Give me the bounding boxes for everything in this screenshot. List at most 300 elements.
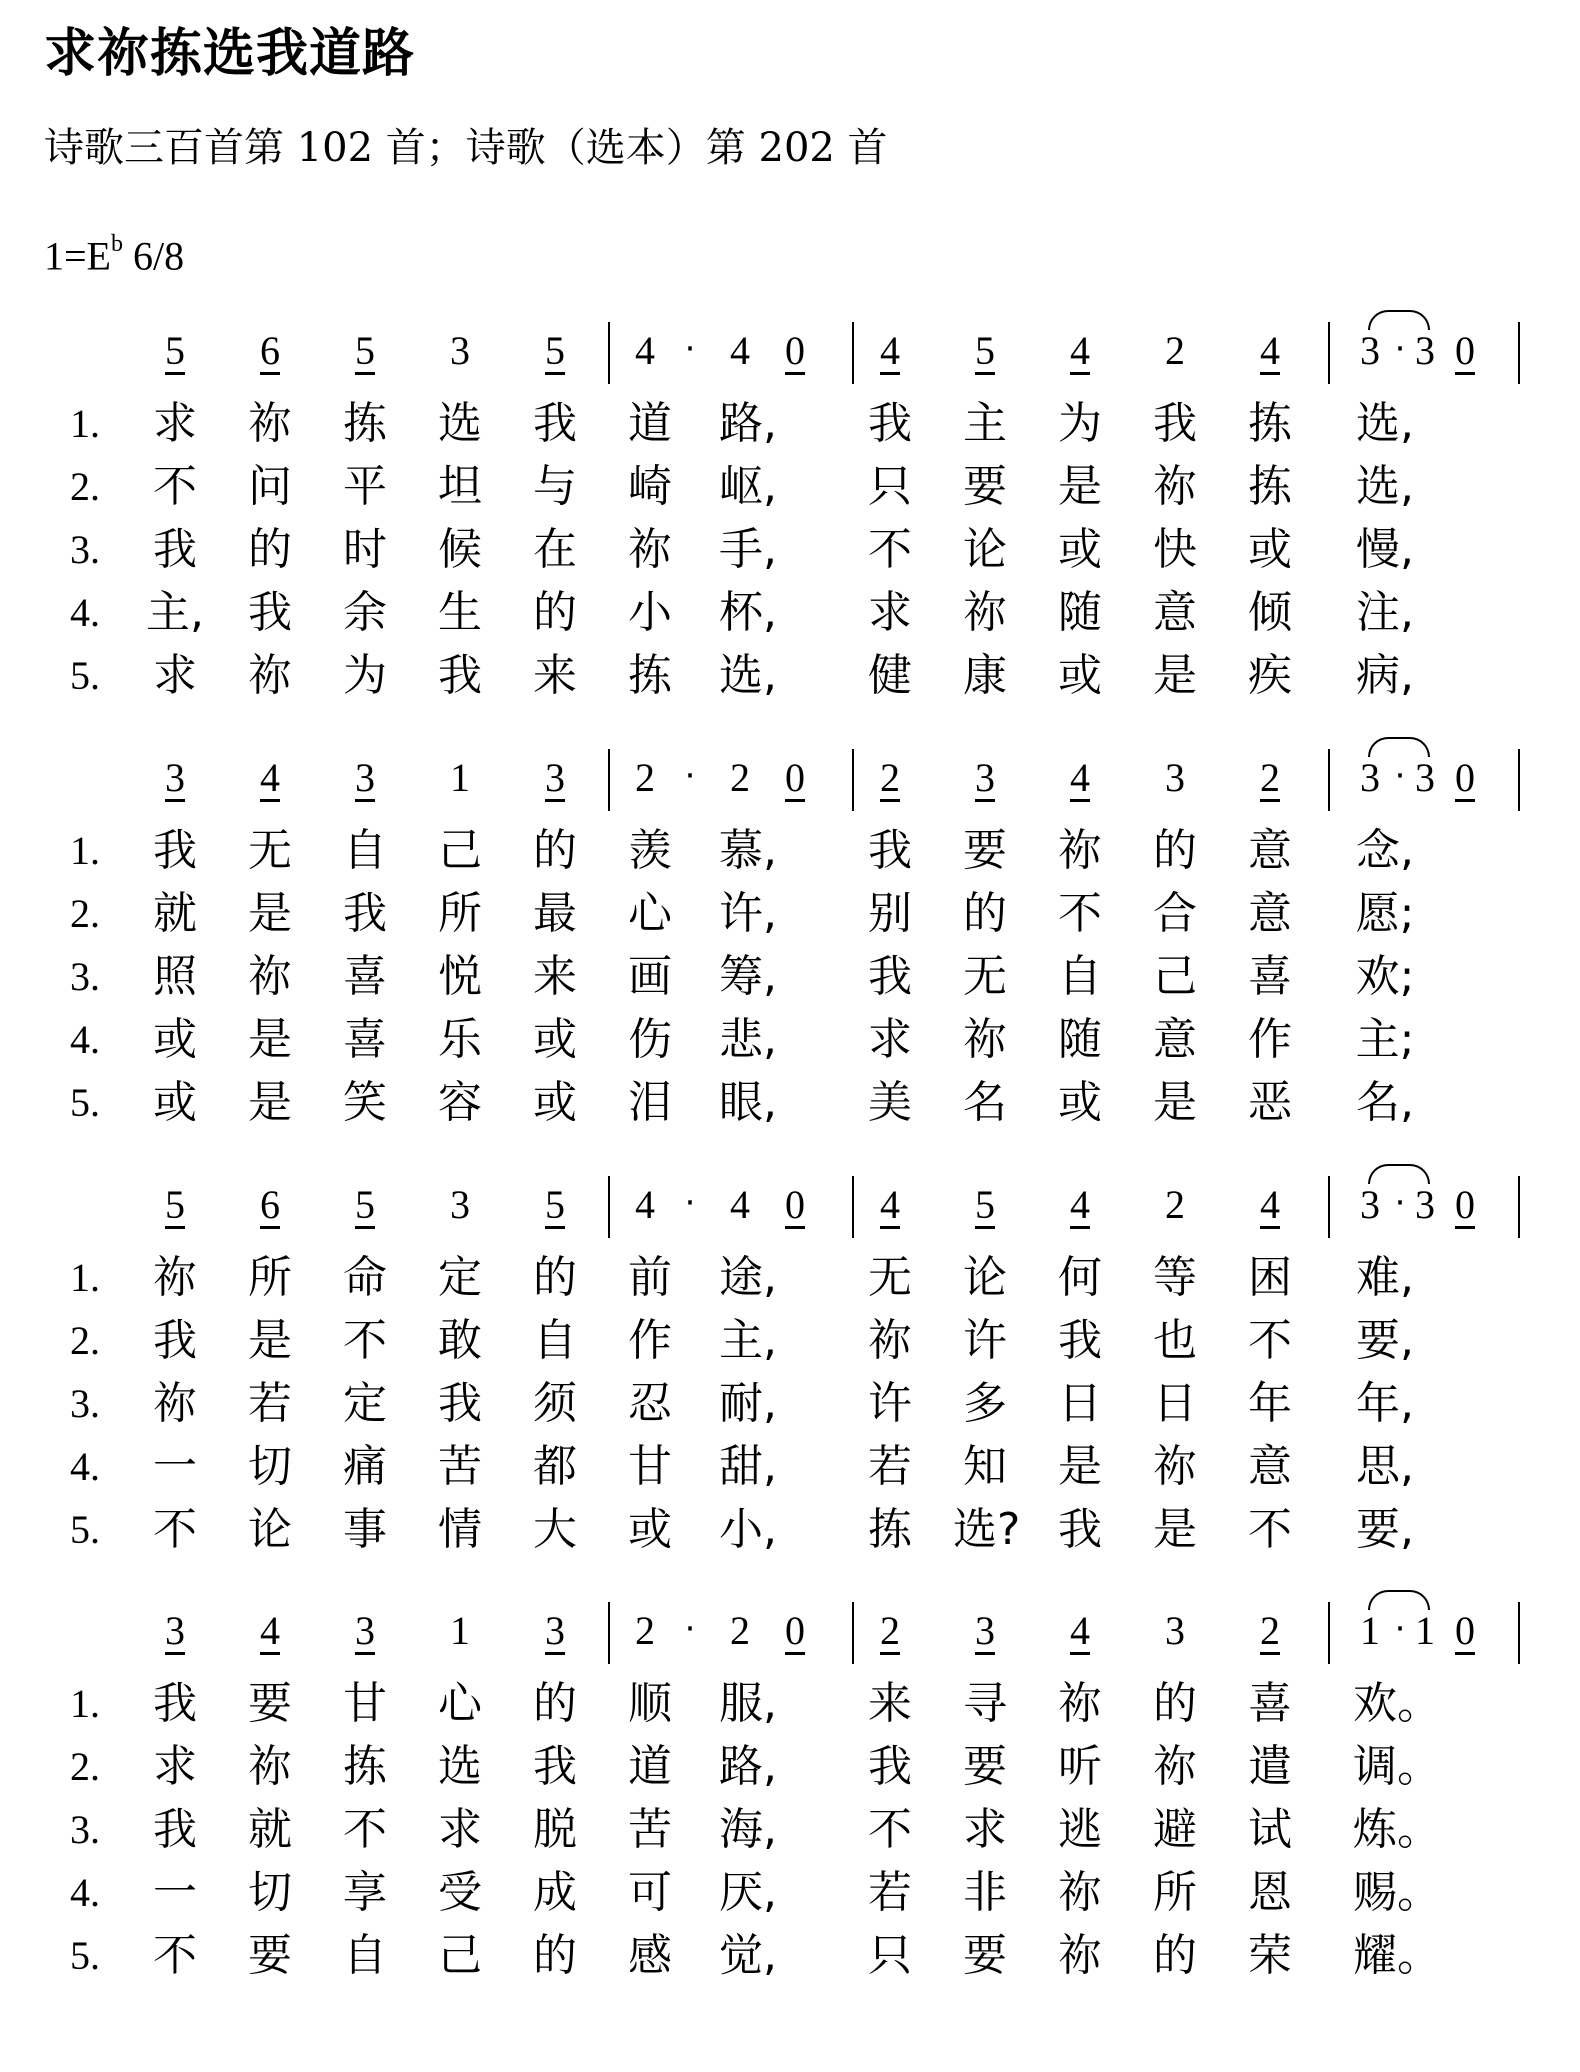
- lyric-char: 意: [1248, 825, 1292, 876]
- lyric-char: 求: [153, 1741, 197, 1792]
- lyric-char: 意: [1153, 587, 1197, 638]
- barline: [852, 1176, 854, 1238]
- lyric-char: 拣: [1248, 461, 1292, 512]
- verse-number: 5.: [70, 1080, 100, 1125]
- lyric-char: 等: [1153, 1252, 1197, 1303]
- lyric-char: 切: [248, 1441, 292, 1492]
- lyric-char: 许: [963, 1315, 1007, 1366]
- lyric-char: 不: [153, 1504, 197, 1555]
- lyric-char: 思,: [1356, 1441, 1414, 1492]
- barline: [1518, 1176, 1520, 1238]
- verse-number: 3.: [70, 954, 100, 999]
- lyric-char: 己: [1153, 951, 1197, 1002]
- verse-number: 3.: [70, 527, 100, 572]
- lyric-char: 感: [628, 1930, 672, 1981]
- lyric-char: 途,: [719, 1252, 777, 1303]
- lyric-char: 别: [868, 888, 912, 939]
- note: 4: [1260, 1182, 1280, 1227]
- barline: [1328, 1602, 1330, 1664]
- lyric-char: 或: [533, 1014, 577, 1065]
- lyric-char: 恶: [1248, 1077, 1292, 1128]
- time-signature: 6/8: [133, 233, 185, 279]
- lyric-char: 道: [628, 1741, 672, 1792]
- lyric-char: 敢: [438, 1315, 482, 1366]
- barline: [1328, 749, 1330, 811]
- lyric-char: 祢: [1058, 1678, 1102, 1729]
- lyric-char: 大: [533, 1504, 577, 1555]
- verse-number: 2.: [70, 1744, 100, 1789]
- lyric-char: 己: [438, 825, 482, 876]
- lyric-char: 不: [343, 1804, 387, 1855]
- lyric-char: 就: [248, 1804, 292, 1855]
- lyric-char: 恩: [1248, 1867, 1292, 1918]
- lyric-char: 或: [1248, 524, 1292, 575]
- lyric-char: 若: [868, 1867, 912, 1918]
- note: 3: [355, 1608, 375, 1653]
- note: 1: [450, 1608, 470, 1653]
- note: 4: [880, 328, 900, 373]
- lyric-char: 定: [343, 1378, 387, 1429]
- note: 3: [1415, 755, 1435, 800]
- lyric-char: 祢: [248, 1741, 292, 1792]
- lyric-char: 祢: [963, 587, 1007, 638]
- lyric-char: 在: [533, 524, 577, 575]
- note: 3: [165, 1608, 185, 1653]
- lyric-char: 随: [1058, 587, 1102, 638]
- lyric-char: 筹,: [719, 951, 777, 1002]
- lyric-char: 年: [1248, 1378, 1292, 1429]
- lyric-char: 康: [963, 650, 1007, 701]
- barline: [608, 749, 610, 811]
- lyric-char: 的: [533, 1930, 577, 1981]
- lyric-char: 为: [343, 650, 387, 701]
- note: 4: [635, 1182, 655, 1227]
- lyric-char: 无: [963, 951, 1007, 1002]
- verse-number: 2.: [70, 891, 100, 936]
- lyric-char: 意: [1153, 1014, 1197, 1065]
- lyric-char: 所: [438, 888, 482, 939]
- lyric-char: 照: [153, 951, 197, 1002]
- key-base: 1=E: [44, 233, 111, 279]
- lyric-char: 心: [628, 888, 672, 939]
- lyric-char: 的: [533, 825, 577, 876]
- system-1: [0, 318, 1580, 748]
- lyric-char: 不: [153, 1930, 197, 1981]
- lyric-char: 受: [438, 1867, 482, 1918]
- lyric-char: 论: [963, 524, 1007, 575]
- lyric-char: 我: [153, 1678, 197, 1729]
- barline: [1328, 1176, 1330, 1238]
- lyric-char: 来: [533, 650, 577, 701]
- barline: [852, 1602, 854, 1664]
- lyric-char: 可: [628, 1867, 672, 1918]
- lyric-char: 我: [533, 398, 577, 449]
- lyric-char: 或: [1058, 1077, 1102, 1128]
- note: 1: [1360, 1608, 1380, 1653]
- lyric-char: 何: [1058, 1252, 1102, 1303]
- note: 3: [545, 755, 565, 800]
- lyric-char: 的: [533, 1252, 577, 1303]
- lyric-char: 喜: [343, 1014, 387, 1065]
- verse-number: 2.: [70, 1318, 100, 1363]
- lyric-char: 选,: [1356, 461, 1414, 512]
- note: 0: [785, 1182, 805, 1227]
- lyric-char: 祢: [868, 1315, 912, 1366]
- lyric-char: 祢: [1058, 825, 1102, 876]
- lyric-char: 喜: [1248, 951, 1292, 1002]
- note: 4: [880, 1182, 900, 1227]
- lyric-char: 要,: [1356, 1504, 1414, 1555]
- system-4: [0, 1598, 1580, 2028]
- lyric-char: 所: [1153, 1867, 1197, 1918]
- lyric-char: 祢: [1058, 1867, 1102, 1918]
- lyric-char: 慢,: [1356, 524, 1414, 575]
- lyric-char: 前: [628, 1252, 672, 1303]
- lyric-char: 的: [1153, 1930, 1197, 1981]
- lyric-char: 甜,: [719, 1441, 777, 1492]
- lyric-char: 病,: [1356, 650, 1414, 701]
- lyric-char: 坦: [438, 461, 482, 512]
- lyric-char: 不: [1248, 1504, 1292, 1555]
- lyric-char: 的: [533, 587, 577, 638]
- lyric-char: 主;: [1355, 1014, 1415, 1065]
- lyric-char: 享: [343, 1867, 387, 1918]
- barline: [1518, 1602, 1520, 1664]
- note: 2: [1165, 328, 1185, 373]
- verse-number: 4.: [70, 1017, 100, 1062]
- lyric-char: 欢;: [1355, 951, 1415, 1002]
- note: 4: [635, 328, 655, 373]
- lyric-char: 喜: [1248, 1678, 1292, 1729]
- augmentation-dot: ·: [684, 1183, 696, 1223]
- lyric-char: 成: [533, 1867, 577, 1918]
- lyric-char: 拣: [868, 1504, 912, 1555]
- lyric-char: 许,: [719, 888, 777, 939]
- lyric-char: 须: [533, 1378, 577, 1429]
- note: 4: [260, 755, 280, 800]
- lyric-char: 作: [1248, 1014, 1292, 1065]
- lyric-char: 作: [628, 1315, 672, 1366]
- augmentation-dot: ·: [684, 1609, 696, 1649]
- lyric-char: 选,: [719, 650, 777, 701]
- page-title: 求祢拣选我道路: [44, 24, 416, 84]
- lyric-char: 我: [438, 1378, 482, 1429]
- note: 4: [1070, 1608, 1090, 1653]
- note: 3: [545, 1608, 565, 1653]
- lyric-char: 欢。: [1353, 1678, 1441, 1729]
- lyric-char: 寻: [963, 1678, 1007, 1729]
- lyric-char: 非: [963, 1867, 1007, 1918]
- lyric-char: 的: [533, 1678, 577, 1729]
- barline: [608, 1602, 610, 1664]
- lyric-char: 我: [343, 888, 387, 939]
- lyric-char: 是: [1058, 461, 1102, 512]
- lyric-char: 的: [1153, 825, 1197, 876]
- augmentation-dot: ·: [684, 756, 696, 796]
- augmentation-dot: ·: [684, 329, 696, 369]
- note: 2: [730, 755, 750, 800]
- lyric-char: 眼,: [719, 1077, 777, 1128]
- note: 2: [1260, 1608, 1280, 1653]
- note: 5: [165, 328, 185, 373]
- lyric-char: 候: [438, 524, 482, 575]
- lyric-char: 难,: [1356, 1252, 1414, 1303]
- lyric-char: 问: [248, 461, 292, 512]
- lyric-char: 求: [963, 1804, 1007, 1855]
- note: 2: [635, 755, 655, 800]
- lyric-char: 拣: [1248, 398, 1292, 449]
- lyric-char: 祢: [1058, 1930, 1102, 1981]
- lyric-char: 来: [533, 951, 577, 1002]
- lyric-char: 自: [343, 1930, 387, 1981]
- verse-number: 2.: [70, 464, 100, 509]
- lyric-char: 日: [1153, 1378, 1197, 1429]
- lyric-char: 命: [343, 1252, 387, 1303]
- lyric-char: 乐: [438, 1014, 482, 1065]
- lyric-char: 主: [963, 398, 1007, 449]
- lyric-char: 定: [438, 1252, 482, 1303]
- lyric-char: 要: [248, 1930, 292, 1981]
- lyric-char: 或: [1058, 524, 1102, 575]
- lyric-char: 伤: [628, 1014, 672, 1065]
- verse-number: 1.: [70, 828, 100, 873]
- lyric-char: 或: [153, 1014, 197, 1065]
- lyric-char: 生: [438, 587, 482, 638]
- note: 4: [1070, 328, 1090, 373]
- note: 4: [730, 1182, 750, 1227]
- lyric-char: 拣: [343, 1741, 387, 1792]
- lyric-char: 就: [153, 888, 197, 939]
- barline: [1518, 749, 1520, 811]
- lyric-char: 选,: [1356, 398, 1414, 449]
- lyric-char: 要: [963, 825, 1007, 876]
- lyric-char: 自: [1058, 951, 1102, 1002]
- note: 3: [355, 755, 375, 800]
- note: 3: [450, 1182, 470, 1227]
- lyric-char: 意: [1248, 1441, 1292, 1492]
- augmentation-dot: ·: [1394, 1183, 1406, 1223]
- lyric-char: 祢: [1153, 1741, 1197, 1792]
- lyric-char: 困: [1248, 1252, 1292, 1303]
- verse-number: 5.: [70, 653, 100, 698]
- note: 4: [1260, 328, 1280, 373]
- note: 3: [1165, 1608, 1185, 1653]
- lyric-char: 知: [963, 1441, 1007, 1492]
- lyric-char: 悲,: [719, 1014, 777, 1065]
- note: 1: [1415, 1608, 1435, 1653]
- lyric-char: 小,: [719, 1504, 777, 1555]
- lyric-char: 不: [868, 524, 912, 575]
- verse-number: 5.: [70, 1507, 100, 1552]
- lyric-char: 苦: [438, 1441, 482, 1492]
- lyric-char: 或: [628, 1504, 672, 1555]
- lyric-char: 我: [868, 825, 912, 876]
- lyric-char: 甘: [343, 1678, 387, 1729]
- lyric-char: 求: [153, 398, 197, 449]
- lyric-char: 的: [248, 524, 292, 575]
- lyric-char: 年,: [1356, 1378, 1414, 1429]
- note: 2: [1260, 755, 1280, 800]
- lyric-char: 不: [1058, 888, 1102, 939]
- lyric-char: 厌,: [719, 1867, 777, 1918]
- lyric-char: 是: [1153, 1504, 1197, 1555]
- lyric-char: 求: [438, 1804, 482, 1855]
- lyric-char: 多: [963, 1378, 1007, 1429]
- lyric-char: 要: [963, 1930, 1007, 1981]
- lyric-char: 荣: [1248, 1930, 1292, 1981]
- lyric-char: 所: [248, 1252, 292, 1303]
- lyric-char: 苦: [628, 1804, 672, 1855]
- lyric-char: 或: [1058, 650, 1102, 701]
- lyric-char: 我: [1153, 398, 1197, 449]
- lyric-char: 海,: [719, 1804, 777, 1855]
- lyric-char: 为: [1058, 398, 1102, 449]
- lyric-char: 我: [868, 1741, 912, 1792]
- lyric-char: 无: [868, 1252, 912, 1303]
- lyric-char: 名: [963, 1077, 1007, 1128]
- lyric-char: 听: [1058, 1741, 1102, 1792]
- note: 4: [1070, 755, 1090, 800]
- lyric-char: 拣: [628, 650, 672, 701]
- lyric-char: 来: [868, 1678, 912, 1729]
- lyric-char: 要,: [1356, 1315, 1414, 1366]
- lyric-char: 求: [153, 650, 197, 701]
- barline: [852, 322, 854, 384]
- note: 5: [355, 328, 375, 373]
- verse-number: 4.: [70, 1444, 100, 1489]
- note: 3: [165, 755, 185, 800]
- lyric-char: 是: [248, 1077, 292, 1128]
- lyric-char: 我: [1058, 1315, 1102, 1366]
- lyric-char: 己: [438, 1930, 482, 1981]
- lyric-char: 情: [438, 1504, 482, 1555]
- note: 5: [975, 1182, 995, 1227]
- lyric-char: 注,: [1356, 587, 1414, 638]
- verse-number: 3.: [70, 1807, 100, 1852]
- note: 3: [975, 755, 995, 800]
- note: 5: [165, 1182, 185, 1227]
- lyric-char: 不: [343, 1315, 387, 1366]
- lyric-char: 慕,: [719, 825, 777, 876]
- note: 6: [260, 328, 280, 373]
- lyric-char: 要: [248, 1678, 292, 1729]
- lyric-char: 容: [438, 1077, 482, 1128]
- lyric-char: 我: [248, 587, 292, 638]
- note: 0: [785, 328, 805, 373]
- key-signature: [44, 218, 184, 286]
- note: 5: [545, 328, 565, 373]
- lyric-char: 意: [1248, 888, 1292, 939]
- lyric-char: 随: [1058, 1014, 1102, 1065]
- lyric-char: 杯,: [719, 587, 777, 638]
- lyric-char: 平: [343, 461, 387, 512]
- note: 4: [260, 1608, 280, 1653]
- lyric-char: 我: [153, 1315, 197, 1366]
- note: 0: [1455, 755, 1475, 800]
- verse-number: 1.: [70, 1681, 100, 1726]
- note: 3: [1360, 755, 1380, 800]
- lyric-char: 求: [868, 587, 912, 638]
- system-2: [0, 745, 1580, 1175]
- lyric-char: 逃: [1058, 1804, 1102, 1855]
- lyric-char: 忍: [628, 1378, 672, 1429]
- note: 2: [880, 755, 900, 800]
- lyric-char: 服,: [719, 1678, 777, 1729]
- lyric-char: 求: [868, 1014, 912, 1065]
- lyric-char: 是: [248, 1315, 292, 1366]
- lyric-char: 与: [533, 461, 577, 512]
- lyric-char: 笑: [343, 1077, 387, 1128]
- lyric-char: 无: [248, 825, 292, 876]
- note: 0: [1455, 328, 1475, 373]
- lyric-char: 试: [1248, 1804, 1292, 1855]
- lyric-char: 的: [1153, 1678, 1197, 1729]
- hymn-reference: 诗歌三百首第 102 首；诗歌（选本）第 202 首: [44, 125, 888, 171]
- lyric-char: 自: [343, 825, 387, 876]
- lyric-char: 心: [438, 1678, 482, 1729]
- note: 3: [975, 1608, 995, 1653]
- note: 0: [785, 755, 805, 800]
- lyric-char: 祢: [248, 398, 292, 449]
- note: 2: [730, 1608, 750, 1653]
- lyric-char: 耀。: [1353, 1930, 1441, 1981]
- verse-number: 3.: [70, 1381, 100, 1426]
- lyric-char: 路,: [719, 1741, 777, 1792]
- lyric-char: 崎: [628, 461, 672, 512]
- lyric-char: 赐。: [1353, 1867, 1441, 1918]
- lyric-char: 甘: [628, 1441, 672, 1492]
- note: 2: [1165, 1182, 1185, 1227]
- note: 3: [1415, 328, 1435, 373]
- lyric-char: 日: [1058, 1378, 1102, 1429]
- note: 2: [880, 1608, 900, 1653]
- lyric-char: 我: [533, 1741, 577, 1792]
- lyric-char: 我: [868, 398, 912, 449]
- lyric-char: 羡: [628, 825, 672, 876]
- lyric-char: 疾: [1248, 650, 1292, 701]
- lyric-char: 一: [153, 1441, 197, 1492]
- lyric-char: 祢: [248, 650, 292, 701]
- lyric-char: 主,: [146, 587, 204, 638]
- lyric-char: 拣: [343, 398, 387, 449]
- verse-number: 4.: [70, 590, 100, 635]
- lyric-char: 美: [868, 1077, 912, 1128]
- lyric-char: 不: [153, 461, 197, 512]
- barline: [1518, 322, 1520, 384]
- note: 2: [635, 1608, 655, 1653]
- augmentation-dot: ·: [1394, 756, 1406, 796]
- barline: [608, 322, 610, 384]
- lyric-char: 不: [1248, 1315, 1292, 1366]
- verse-number: 1.: [70, 1255, 100, 1300]
- lyric-char: 选: [438, 398, 482, 449]
- note: 5: [975, 328, 995, 373]
- lyric-char: 手,: [719, 524, 777, 575]
- lyric-char: 祢: [963, 1014, 1007, 1065]
- lyric-char: 余: [343, 587, 387, 638]
- note: 3: [450, 328, 470, 373]
- lyric-char: 论: [248, 1504, 292, 1555]
- lyric-char: 祢: [1153, 1441, 1197, 1492]
- lyric-char: 若: [868, 1441, 912, 1492]
- note: 0: [785, 1608, 805, 1653]
- lyric-char: 泪: [628, 1077, 672, 1128]
- lyric-char: 都: [533, 1441, 577, 1492]
- lyric-char: 主,: [719, 1315, 777, 1366]
- lyric-char: 不: [868, 1804, 912, 1855]
- note: 5: [545, 1182, 565, 1227]
- lyric-char: 合: [1153, 888, 1197, 939]
